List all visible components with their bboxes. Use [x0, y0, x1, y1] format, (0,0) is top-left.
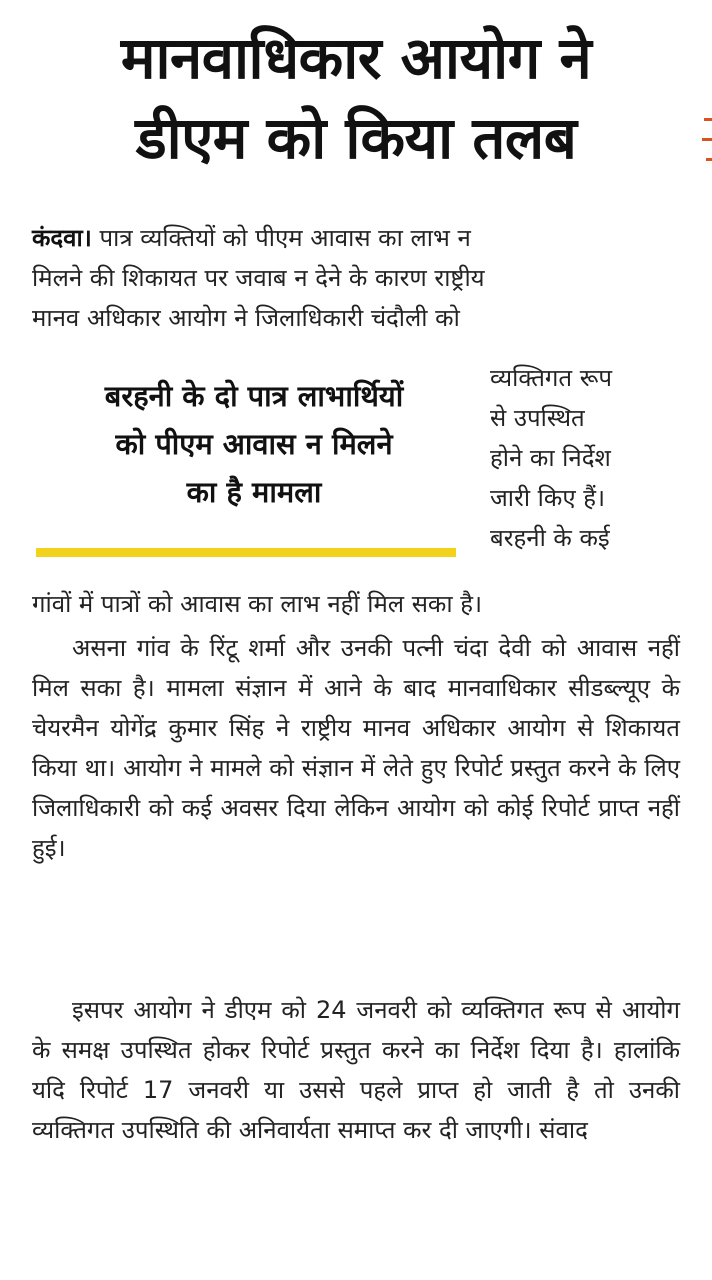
dateline: कंदवा। [32, 224, 92, 252]
article-paragraph-3 [32, 990, 680, 1150]
subheading-rule [36, 548, 456, 557]
side-line-1: व्यक्तिगत रूप [490, 364, 612, 392]
lead-line-2: मिलने की शिकायत पर जवाब न देने के कारण राष्ट्रीय [32, 264, 485, 292]
article-side-column [490, 358, 680, 558]
article-paragraph-2 [32, 628, 680, 868]
article-lead [32, 218, 680, 338]
side-line-4: जारी किए हैं। [490, 484, 606, 512]
lead-line-1: पात्र व्यक्तियों को पीएम आवास का लाभ न [99, 224, 471, 252]
side-line-3: होने का निर्देश [490, 444, 611, 472]
paragraph-2-text: असना गांव के रिंटू शर्मा और उनकी पत्नी चंदा देवी को आवास नहीं मिल सका है। मामला संज्ञान में आने के बाद मानवाधिकार सीडब्ल्यूए के चेयरमैन योगेंद्र कुमार सिंह ने राष्ट्रीय मानव अधिकार आयोग से शिकायत किया था। आयोग ने मामले को संज्ञान में लेते हुए रिपोर्ट प्रस्तुत करने के लिए जिलाधिकारी को कई अवसर दिया लेकिन आयोग को कोई रिपोर्ट प्राप्त नहीं हुई। [32, 634, 680, 862]
subheading-line-1: बरहनी के दो पात्र लाभार्थियों [104, 379, 404, 413]
subheading-line-2: को पीएम आवास न मिलने [115, 427, 393, 461]
lead-line-3: मानव अधिकार आयोग ने जिलाधिकारी चंदौली को [32, 304, 460, 332]
lead-end: गांवों में पात्रों को आवास का लाभ नहीं मिल सका है। [32, 590, 483, 618]
paragraph-3-text: इसपर आयोग ने डीएम को 24 जनवरी को व्यक्तिगत रूप से आयोग के समक्ष उपस्थित होकर रिपोर्ट प्रस्तुत करने का निर्देश दिया है। हालांकि यदि रिपोर्ट 17 जनवरी या उससे पहले प्राप्त हो जाती है तो उनकी व्यक्तिगत उपस्थिति की अनिवार्यता समाप्त कर दी जाएगी। संवाद [32, 996, 680, 1144]
headline-line-2: डीएम को किया तलब [135, 104, 577, 172]
headline-line-1: मानवाधिकार आयोग ने [120, 24, 592, 92]
article-lead-end [32, 584, 680, 624]
headline [14, 18, 698, 178]
edge-mark [702, 110, 712, 170]
side-line-5: बरहनी के कई [490, 524, 610, 552]
side-line-2: से उपस्थित [490, 404, 585, 432]
subheading-line-3: का है मामला [186, 475, 322, 509]
subheading [30, 372, 478, 516]
